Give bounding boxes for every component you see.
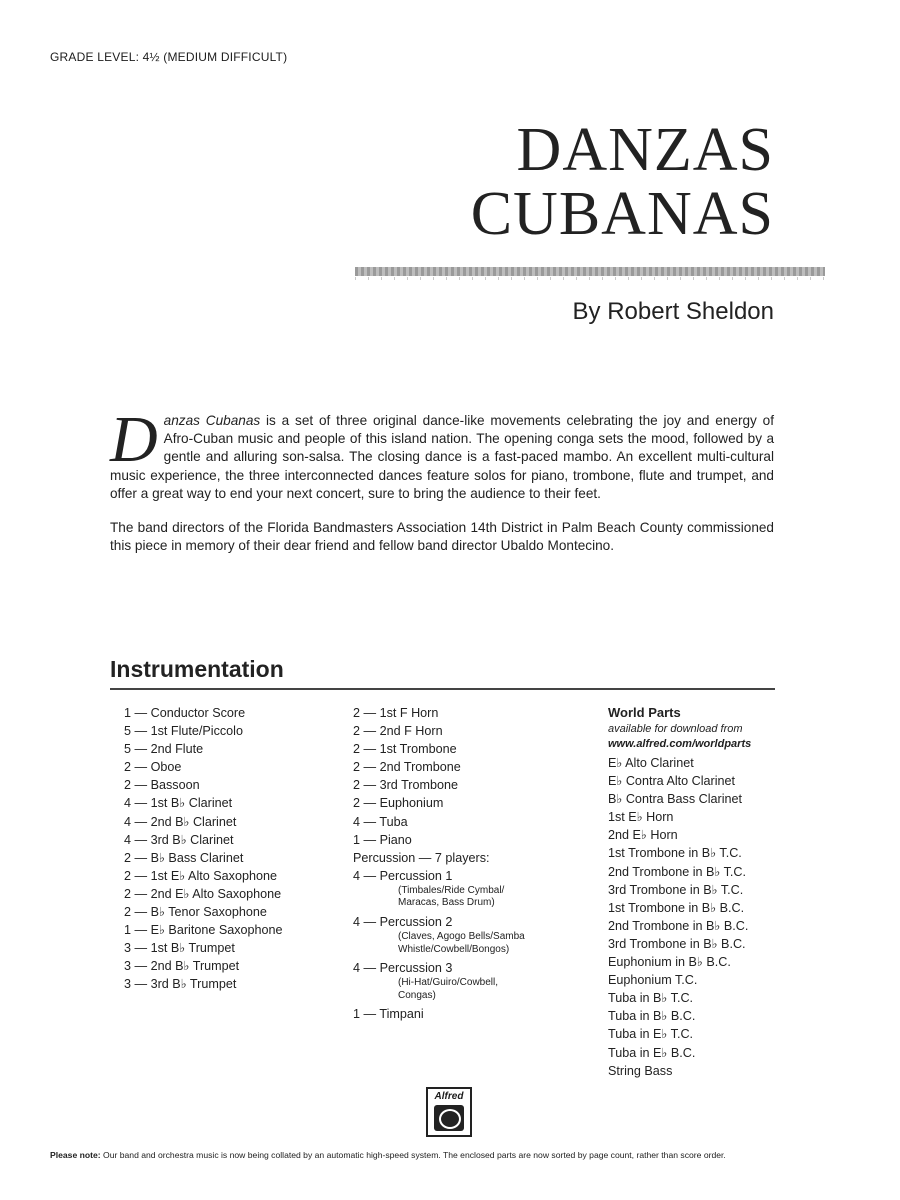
world-part-item: 3rd Trombone in B♭ B.C. [608, 936, 746, 951]
instrument-item: 2 — Oboe [124, 760, 182, 775]
grade-level: GRADE LEVEL: 4½ (MEDIUM DIFFICULT) [50, 50, 288, 64]
instrument-item: 3 — 2nd B♭ Trumpet [124, 959, 240, 974]
title-line-1: DANZAS [516, 116, 774, 184]
world-parts-title: World Parts [608, 705, 681, 720]
world-parts-url[interactable]: www.alfred.com/worldparts [608, 738, 752, 750]
world-parts-column [608, 704, 751, 1080]
world-part-item: 1st Trombone in B♭ T.C. [608, 846, 742, 861]
collation-note [50, 1150, 850, 1160]
instrument-item: 2 — B♭ Bass Clarinet [124, 850, 244, 865]
drop-cap: D [110, 403, 158, 476]
world-part-item: E♭ Alto Clarinet [608, 756, 694, 770]
instrument-item: 4 — 2nd B♭ Clarinet [124, 814, 237, 829]
instrument-column-1 [124, 704, 283, 994]
world-part-item: Tuba in E♭ B.C. [608, 1045, 696, 1060]
instrumentation-divider [110, 688, 775, 690]
alfred-logo-icon [426, 1087, 472, 1137]
instrument-item: 2 — 1st F Horn [353, 706, 439, 720]
note-label: Please note: [50, 1150, 101, 1160]
title-divider-dots [355, 277, 825, 280]
instrument-item: 2 — B♭ Tenor Saxophone [124, 905, 267, 920]
intro-text [110, 403, 774, 571]
world-part-item: Tuba in B♭ T.C. [608, 991, 694, 1006]
instrument-item: 3 — 1st B♭ Trumpet [124, 941, 235, 956]
percussion-part: 4 — Percussion 3 [353, 961, 453, 976]
percussion-part: 4 — Percussion 2 [353, 914, 453, 929]
instrument-item: 2 — 1st E♭ Alto Saxophone [124, 868, 277, 883]
instrument-item: 3 — 3rd B♭ Trumpet [124, 977, 237, 992]
composer-byline: By Robert Sheldon [572, 298, 774, 325]
intro-paragraph-2: The band directors of the Florida Bandmasters Association 14th District in Palm Beach County commissioned this piece in memory of their dear friend and fellow band director Ubaldo Montecino. [110, 520, 774, 554]
instrument-column-2 [353, 704, 525, 1023]
instrumentation-heading: Instrumentation [110, 656, 284, 682]
world-part-item: Tuba in E♭ T.C. [608, 1027, 694, 1042]
instrument-item: 1 — Piano [353, 832, 412, 847]
logo-mark-icon [434, 1105, 464, 1131]
world-part-item: 2nd Trombone in B♭ B.C. [608, 918, 749, 933]
world-part-item: B♭ Contra Bass Clarinet [608, 792, 743, 807]
world-part-item: 1st Trombone in B♭ B.C. [608, 900, 745, 915]
world-part-item: 1st E♭ Horn [608, 810, 674, 825]
instrument-item: 4 — 3rd B♭ Clarinet [124, 832, 234, 847]
percussion-instruments: (Timbales/Ride Cymbal/ Maracas, Bass Drum) [398, 884, 505, 909]
world-part-item: Tuba in B♭ B.C. [608, 1009, 696, 1024]
percussion-instruments: (Claves, Agogo Bells/Samba Whistle/Cowbell/Bongos) [398, 931, 525, 955]
instrument-item: Percussion — 7 players: [353, 850, 490, 865]
instrument-item: 2 — 2nd F Horn [353, 724, 443, 739]
instrument-item: 4 — 1st B♭ Clarinet [124, 796, 233, 811]
instrument-item: 1 — Conductor Score [124, 706, 246, 720]
world-part-item: Euphonium T.C. [608, 973, 698, 988]
instrument-item: 4 — Tuba [353, 814, 408, 829]
title-line-2: CUBANAS [470, 180, 774, 248]
instrument-item: 2 — 1st Trombone [353, 742, 457, 757]
world-part-item: String Bass [608, 1063, 673, 1078]
work-title-italic: anzas Cubanas [163, 413, 261, 428]
instrument-item-timpani: 1 — Timpani [353, 1007, 424, 1022]
instrument-item: 5 — 2nd Flute [124, 742, 204, 757]
percussion-part: 4 — Percussion 1 [353, 868, 453, 883]
world-part-item: 2nd Trombone in B♭ T.C. [608, 864, 747, 879]
instrument-item: 1 — E♭ Baritone Saxophone [124, 923, 283, 938]
world-parts-availability: available for download from [608, 723, 743, 735]
world-part-item: Euphonium in B♭ B.C. [608, 955, 731, 970]
logo-text: Alfred [434, 1091, 464, 1102]
intro-paragraph-1 [110, 403, 774, 503]
instrument-item: 2 — Euphonium [353, 796, 444, 811]
intro-paragraph-1-text: is a set of three original dance-like movements celebrating the joy and energy of Afro-Cuban music and people of this island nation. The opening conga sets the mood, followed by a gentle and alluring son-salsa. The closing dance is a fast-paced mambo. An excellent multi-cultural music experience, the three interconnected dances feature solos for piano, trombone, flute and trumpet, and offer a great way to end your next concert, sure to bring the audience to their feet. [110, 413, 774, 501]
world-part-item: 3rd Trombone in B♭ T.C. [608, 882, 744, 897]
instrument-item: 5 — 1st Flute/Piccolo [124, 724, 243, 739]
instrument-item: 2 — Bassoon [124, 778, 200, 793]
world-part-item: 2nd E♭ Horn [608, 828, 678, 843]
instrument-item: 2 — 2nd Trombone [353, 760, 461, 775]
title-divider [355, 267, 825, 276]
instrument-item: 2 — 2nd E♭ Alto Saxophone [124, 886, 282, 901]
note-text: Our band and orchestra music is now being collated by an automatic high-speed system. The enclosed parts are now sorted by page count, rather than score order. [100, 1150, 726, 1160]
world-part-item: E♭ Contra Alto Clarinet [608, 774, 736, 789]
percussion-instruments: (Hi-Hat/Guiro/Cowbell, Congas) [398, 977, 499, 1001]
instrument-item: 2 — 3rd Trombone [353, 778, 458, 793]
page-title [471, 118, 774, 246]
